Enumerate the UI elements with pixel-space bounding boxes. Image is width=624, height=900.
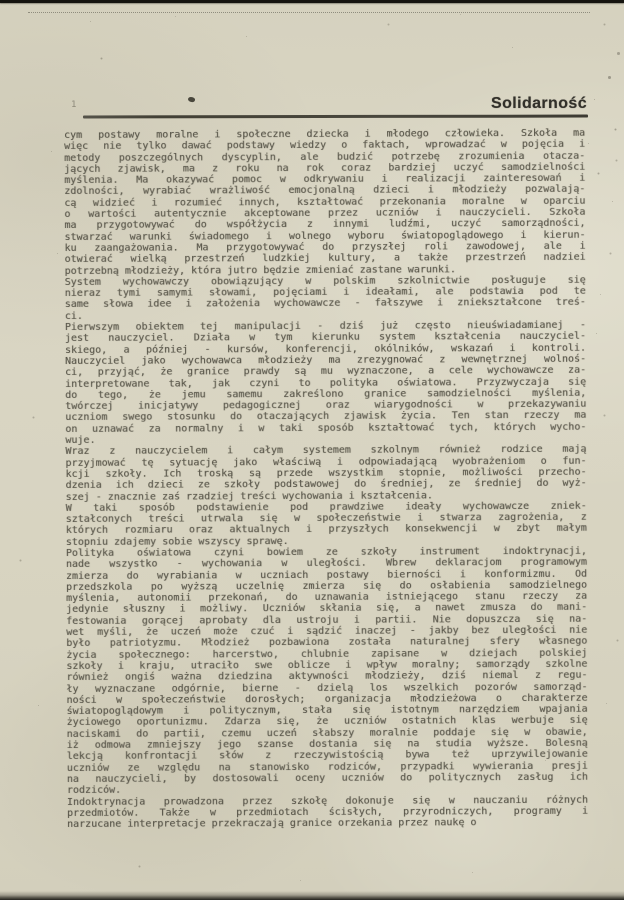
header-rule (83, 115, 588, 119)
text-line: jest nauczyciel. Działa w tym kierunku system kształcenia nauczyciel- (64, 331, 586, 345)
text-line: ności w społeczeństwie dorosłych; organizacja młodzieżowa o charakterze (66, 692, 588, 706)
text-line: lekcją konfrontacji słów z rzeczywistością bywa też uprzywilejowanie (66, 749, 588, 763)
text-line: życiowego oportunizmu. Zdarza się, że uczniów ostatnich klas werbuje się (66, 715, 588, 729)
text-line: przyjmować tę sytuację jako właściwą i odpowiadającą wyobrażeniom o fun- (65, 455, 587, 469)
text-line: wet myśli, że uczeń może czuć i sądzić inaczej - jakby bez uległości nie (66, 624, 588, 639)
text-line: życia społecznego: harcerstwo, chlubnie zapisane w dziejach polskiej (66, 647, 588, 661)
text-line: Polityka oświatowa czyni bowiem ze szkoły instrument indoktrynacji, (65, 545, 587, 559)
text-line: interpretowane tak, jak czyni to polityka oświatowa. Przyzwyczaja się (65, 376, 587, 390)
text-line: narzucane interpretacje przekraczają granice orzekania przez naukę o (67, 817, 477, 831)
text-line: jedynie słuszny i możliwy. Uczniów skłania się, a nawet zmusza do mani- (66, 602, 588, 616)
text-line: skiego, a później - kursów, konferencji, okólników, wskazań i kontroli. (64, 342, 586, 356)
text-line: nade wszystko - wychowania w uległości. Wbrew deklaracjom programowym (65, 557, 587, 571)
ink-spot (187, 96, 195, 103)
text-line: szkoły i kraju, utraciło swe oblicze i wpływ moralny; samorządy szkolne (66, 658, 588, 672)
text-line: było patriotyzmu. Młodzież pozbawiona została naturalnej sfery własnego (66, 636, 588, 650)
text-line: rodziców. (66, 784, 122, 797)
text-line: W taki sposób podstawienie pod prawdziwe ideały wychowawcze zniek- (65, 500, 587, 514)
text-line: ma przygotowywać do współżycia z innymi ludźmi, uczyć samorządności, (64, 218, 586, 232)
text-line: festowania gorącej aprobaty dla ustroju i partii. Nie dopuszcza się na- (66, 613, 588, 627)
text-line: twórczej inicjatywy pedagogicznej oraz wiarygodności w przekazywaniu (65, 398, 587, 413)
text-line: Wraz z nauczycielem i całym systemem szkolnym również rodzice mają (65, 444, 587, 458)
text-line: iż odmowa zmniejszy jego szanse dostania się na studia wyższe. Bolesną (66, 737, 588, 752)
text-line: otwierać wielką przestrzeń ludzkiej kultury, a także przestrzeń nadziei (64, 251, 586, 266)
text-line: stwarzać warunki świadomego i wolnego wyboru światopoglądowego i kierun- (64, 229, 586, 243)
scan-dotted-artifact (28, 12, 590, 13)
text-line: uczniów ze względu na stanowisko rodziców, przypadki wywierania presji (66, 760, 588, 774)
text-line: szej - znacznie zaś rzadziej treści wychowania i kształcenia. (65, 489, 433, 503)
text-line: potrzebną młodzieży, która jutro będzie zmieniać zastane warunki. (64, 263, 456, 277)
text-line: dzenia ich dzieci ze szkoły podstawowej do średniej, ze średniej do wyż- (65, 477, 587, 492)
text-line: do tego, że jemu samemu zakreślono granice samodzielności myślenia, (65, 387, 587, 401)
text-line: ształconych treści utrwala się w społeczeństwie i stwarza zagrożenia, z (65, 511, 587, 526)
text-line: Nauczyciel jako wychowawca młodzieży ma zrezygnować z wewnętrznej wolnoś- (64, 353, 587, 367)
text-line: również ongiś ważna dziedzina aktywności młodzieży, dziś niemal z regu- (66, 669, 588, 684)
text-line: cym postawy moralne i społeczne dziecka i młodego człowieka. Szkoła ma (64, 127, 586, 141)
text-line: Pierwszym obiektem tej manipulacji - dziś już często nieuświadamianej - (64, 319, 586, 334)
publication-title: Solidarność (491, 95, 587, 112)
text-line: ci. (64, 310, 83, 322)
text-line: na nauczycieli, by dostosowali oceny uczniów do politycznych zasług ich (66, 771, 588, 785)
text-line: przedszkola po wyższą uczelnię zmierza się do osłabienia samodzielnego (65, 579, 588, 593)
document-body (64, 128, 588, 831)
text-line: światopoglądowym i politycznym, stała się istotnym narzędziem wpajania (66, 703, 588, 718)
text-line: myślenia, autonomii przekonań, do uznawania istniejącego stanu rzeczy za (66, 590, 588, 605)
text-line: kcji szkoły. Ich troską są przede wszystkim stopnie, możliwości przecho- (65, 466, 587, 480)
text-line: on uznawać za normalny i w taki sposób kształtować tych, których wycho- (65, 421, 587, 435)
text-line: wuje. (65, 434, 96, 447)
text-line: zmierza do wyrabiania w uczniach postawy bierności i konformizmu. Od (65, 568, 587, 582)
text-line: metody poszczególnych dyscyplin, ale budzić potrzebę zrozumienia otacza- (64, 150, 586, 164)
text-line: przedmiotów. Także w przedmiotach ścisłych, przyrodniczych, programy i (66, 805, 589, 819)
text-line: naciskami do partii, czemu uczeń słabszy moralnie poddaje się w obawie, (66, 726, 588, 740)
text-line: ły wyznaczane odgórnie, bierne - dzielą los wszelkich pozorów samorząd- (66, 681, 588, 695)
scan-bottom-edge (0, 891, 624, 900)
text-line: System wychowawczy obowiązujący w polskim szkolnictwie posługuje się (64, 274, 586, 288)
text-line: nieraz tymi samymi słowami, pojęciami i ideałami, ale podstawia pod te (64, 285, 586, 300)
text-line: stopniu zdajemy sobie wszyscy sprawę. (65, 535, 289, 548)
text-line: jących zjawisk, ma z roku na rok coraz bardziej uczyć samodzielności (64, 161, 586, 175)
text-line: uczniom swego stosunku do otaczających zjawisk życia. Ten stan rzeczy ma (65, 410, 587, 424)
scan-noise (0, 0, 1, 1)
text-line: myślenia. Ma okazywać pomoc w odkrywaniu i realizacji zainteresowań i (64, 172, 586, 187)
page-number: 1 (71, 100, 78, 110)
text-line: więc nie tylko dawać podstawy wiedzy o faktach, wprowadzać w pojęcia i (64, 139, 586, 153)
text-line: których rozmiaru oraz aktualnych i przyszłych konsekwencji w zbyt małym (65, 523, 587, 537)
text-line: same słowa idee i założenia wychowawcze - fałszywe i zniekształcone treś- (64, 297, 586, 311)
scan-top-edge (0, 0, 624, 3)
text-line: zdolności, wyrabiać wrażliwość emocjonalną dzieci i młodzieży pozwalają- (64, 184, 586, 198)
text-line: cą widzieć i rozumieć innych, kształtować przekonania moralne w oparciu (64, 195, 586, 209)
text-line: ci, przyjąć, że granice prawdy są mu wyznaczone, a cele wychowawcze za- (65, 364, 587, 379)
text-line: Indoktrynacja prowadzona przez szkołę dokonuje się w nauczaniu różnych (66, 794, 588, 808)
text-line: ku zaangażowania. Ma przygotowywać do przyszłej roli zawodowej, ale i (64, 240, 586, 254)
text-line: o wartości autentycznie akceptowane przez uczniów i nauczycieli. Szkoła (64, 206, 586, 221)
